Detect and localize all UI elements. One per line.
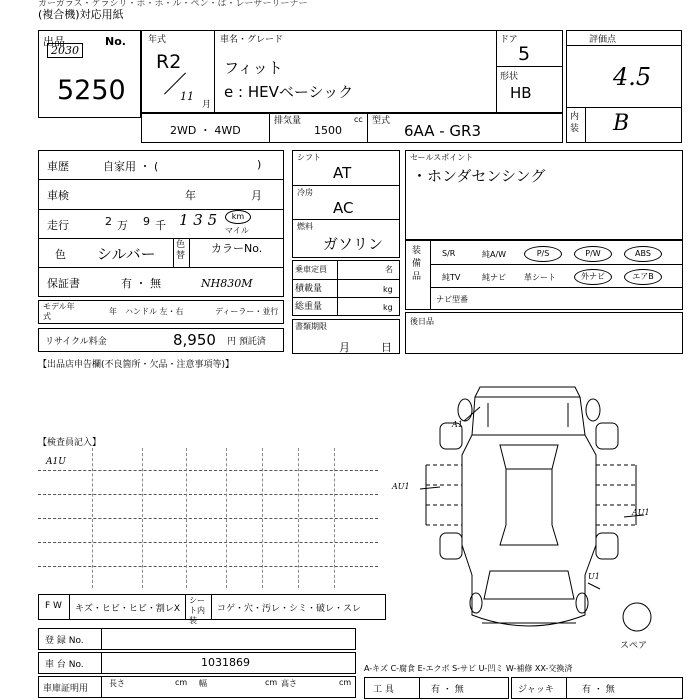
name-label: 車名・グレード: [220, 35, 284, 45]
jack-label: ジャッキ: [518, 685, 554, 695]
sales-point: ・ホンダセンシング: [412, 167, 546, 185]
exhibit-label: 出品: [43, 35, 65, 48]
height-unit: cm: [339, 678, 352, 687]
tools-label: 工 具: [373, 685, 394, 695]
model-year-label: モデル年式: [43, 302, 75, 321]
damage-mark: U1: [588, 572, 600, 581]
km-circle: km: [225, 210, 251, 224]
length-label: 長さ: [109, 679, 125, 688]
spare-label: スペア: [620, 641, 648, 651]
doors: 5: [518, 43, 531, 65]
fw-row: [38, 594, 386, 625]
navi-model-label: ナビ型番: [436, 295, 468, 304]
rear-label: 後日品: [410, 317, 434, 326]
capacity-box: [292, 260, 400, 316]
displacement: 1500: [314, 124, 342, 137]
equip-abs: ABS: [624, 246, 662, 262]
recycle-label: リサイクル料金: [45, 337, 107, 347]
equipment-label: 装備品: [412, 246, 422, 282]
header-line: カーガラス・ケラシリ・ボ・ホ・ル・ペン・は・レーザーリーナー: [38, 0, 308, 9]
model: 6AA - GR3: [404, 122, 482, 140]
capacity-label: 乗車定員: [295, 265, 327, 274]
color-no: NH830M: [201, 277, 253, 290]
fw-label: F W: [45, 601, 62, 611]
seat-items: コゲ・穴・汚レ・シミ・破レ・スレ: [217, 604, 362, 614]
equip-airbag: エアB: [624, 269, 662, 285]
equip-aw: 純A/W: [482, 250, 507, 259]
recycle-unit: 円 預託済: [227, 337, 266, 347]
mileage-hand: 1 3 5: [179, 211, 218, 229]
recycle-value: 8,950: [173, 331, 216, 349]
damage-mark: A1: [452, 420, 463, 429]
equip-pw: P/W: [574, 246, 612, 262]
damage-legend: A-キズ C-腐食 E-エクボ S-サビ U-凹ミ W-補修 XX-交換済: [364, 664, 573, 673]
rear-items-box: [405, 312, 683, 354]
reg-label: 登 録 No.: [45, 636, 84, 646]
color-value: シルバー: [97, 245, 156, 263]
displacement-label: 排気量: [274, 116, 302, 126]
shape-label: 形状: [500, 72, 519, 82]
car-grade: e : HEVベーシック: [224, 83, 354, 101]
year-stamp: 2030: [47, 43, 83, 58]
garage-cert-row: [38, 676, 356, 698]
no-label: No.: [105, 35, 126, 48]
history-box: [38, 150, 284, 297]
interior-value: B: [613, 111, 630, 136]
sen-unit: 千: [155, 219, 166, 232]
score-value: 4.5: [613, 63, 652, 91]
usage-label: 車歴: [47, 160, 69, 173]
equip-leather: 革シート: [524, 273, 556, 282]
lot-number: 5250: [57, 75, 126, 106]
inspection-year: 年: [185, 189, 196, 202]
chassis-row: [38, 652, 356, 674]
model-label: 型式: [372, 116, 391, 126]
notes-title: 【出品店申告欄(不良箇所・欠品・注意事項等)】: [38, 360, 235, 370]
color-no-label: カラーNo.: [211, 242, 263, 255]
tools-value: 有 ・ 無: [431, 685, 464, 695]
model-year-unit: 年: [109, 307, 117, 316]
model-year-row: [38, 300, 284, 324]
era: R2: [156, 51, 182, 73]
car-info-box: [141, 30, 563, 113]
ac: AC: [333, 199, 354, 217]
weight-unit: kg: [383, 303, 393, 312]
chassis-number: 1031869: [201, 656, 250, 669]
shift-label: シフト: [297, 153, 321, 162]
inspection-month: 月: [251, 189, 262, 202]
year-label: 年式: [148, 35, 167, 45]
interior-label: 内装: [570, 112, 580, 134]
doc-month: 月: [339, 341, 350, 354]
shift: AT: [333, 164, 352, 182]
shape: HB: [510, 84, 532, 102]
usage-value: 自家用 ・ (: [103, 160, 159, 173]
header-subtitle: (複合機)対応用紙: [38, 8, 124, 21]
load-unit: kg: [383, 285, 393, 294]
inspection-label: 車検: [47, 189, 69, 202]
fw-items: キズ・ヒビ・ヒビ・割レX: [75, 604, 180, 614]
equip-ext-navi: 外ナビ: [574, 269, 612, 285]
tools-row: [364, 677, 509, 699]
spec-row: [141, 113, 563, 143]
jack-value: 有 ・ 無: [582, 685, 615, 695]
doc-label: 書類期限: [295, 322, 327, 331]
seat-label: シート内装: [189, 596, 205, 625]
mileage-sen: 9: [143, 215, 150, 228]
document-box: [292, 319, 400, 354]
inspector-note: A1U: [46, 457, 66, 467]
registration-row: [38, 628, 356, 650]
car-diagram: [400, 375, 700, 660]
month: 11: [180, 90, 194, 103]
jack-row: [511, 677, 683, 699]
score-label: 評価点: [589, 35, 617, 45]
recycle-row: [38, 328, 284, 352]
specs-box: [292, 150, 400, 258]
equip-ps: P/S: [524, 246, 562, 262]
month-unit: 月: [202, 100, 212, 110]
damage-mark: AU1: [392, 482, 410, 491]
length-unit: cm: [175, 678, 188, 687]
capacity-unit: 名: [385, 265, 393, 274]
load-label: 積載量: [295, 284, 323, 294]
height-label: 高さ: [281, 679, 297, 688]
fuel: ガソリン: [323, 235, 384, 253]
equip-navi: 純ナビ: [482, 273, 506, 282]
lot-box: [38, 30, 141, 118]
doc-day: 日: [381, 341, 392, 354]
damage-mark: AU1: [632, 508, 650, 517]
usage-close: ): [257, 158, 262, 171]
sales-label: セールスポイント: [410, 153, 474, 162]
handle: ハンドル 左・右: [125, 307, 184, 316]
man-unit: 万: [117, 219, 128, 232]
chassis-label: 車 台 No.: [45, 660, 84, 670]
color-label: 色: [55, 248, 66, 261]
warranty-label: 保証書: [47, 277, 80, 290]
cc-unit: cc: [354, 115, 363, 124]
equip-sr: S/R: [442, 249, 456, 258]
warranty-value: 有 ・ 無: [121, 277, 161, 290]
sales-point-box: [405, 150, 683, 240]
width-unit: cm: [265, 678, 278, 687]
drive: 2WD ・ 4WD: [170, 124, 241, 137]
mileage-label: 走行: [47, 219, 69, 232]
dealer: ディーラー・並行: [215, 307, 279, 316]
fuel-label: 燃料: [297, 222, 313, 231]
score-box: [566, 30, 682, 143]
width-label: 幅: [199, 679, 207, 688]
equip-tv: 純TV: [442, 273, 461, 282]
ac-label: 冷房: [297, 188, 313, 197]
equipment-box: [405, 240, 683, 310]
mile-label: マイル: [225, 226, 249, 235]
mileage-man: 2: [105, 215, 112, 228]
doors-label: ドア: [500, 35, 518, 45]
inspector-title: 【検査員記入】: [38, 438, 102, 448]
weight-label: 総重量: [295, 302, 323, 312]
cert-label: 車庫証明用: [43, 684, 89, 694]
car-name: フィット: [224, 59, 283, 77]
repaint-label: 色替: [176, 240, 186, 261]
